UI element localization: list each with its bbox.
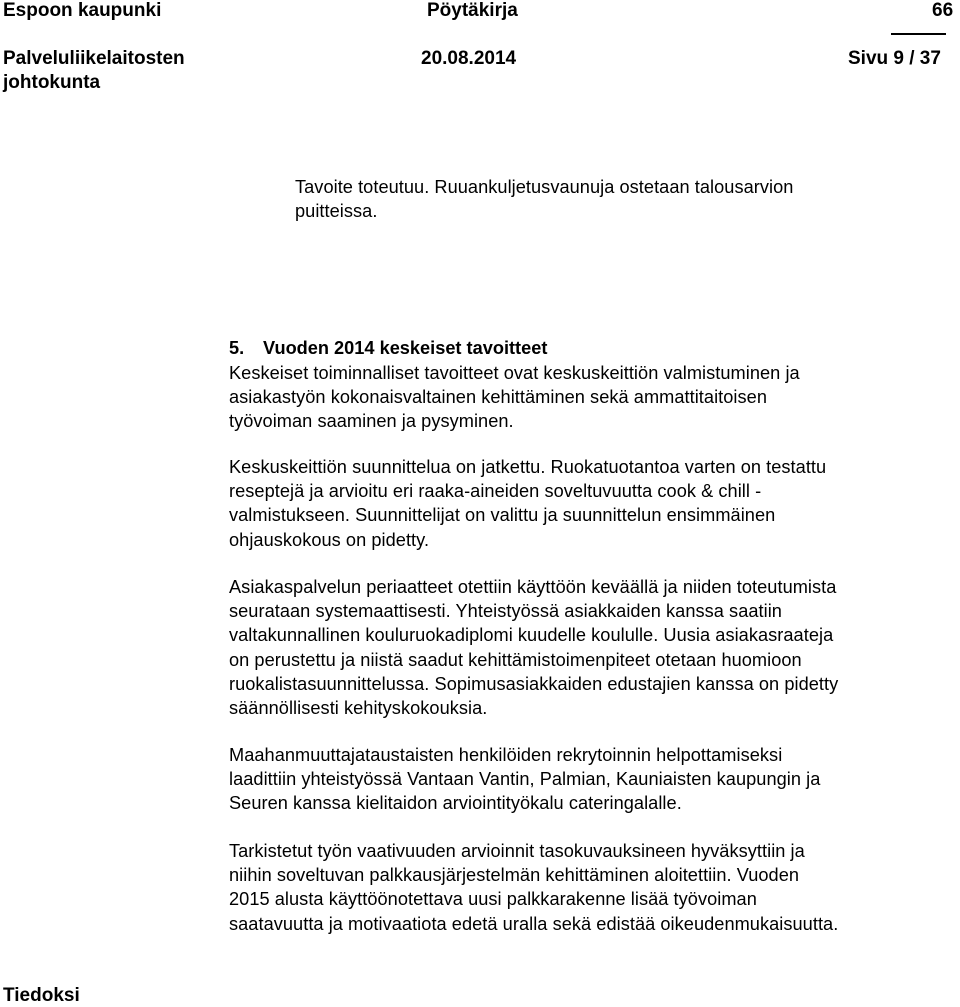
paragraph-recruitment: Maahanmuuttajataustaisten henkilöiden rekrytoinnin helpottamiseksi laadittiin yhteistyössä Vantaan Vantin, Palmian, Kauniaisten kaupungin ja Seuren kanssa kielitaidon arviointityökalu cateringalalle.	[229, 745, 821, 814]
paragraph-customer-service: Asiakaspalvelun periaatteet otettiin käyttöön keväällä ja niiden toteutumista seurataan systemaattisesti. Yhteistyössä asiakkaiden kanssa saatiin valtakunnallinen kouluruokadiplomi kuudelle koululle. Uusia asiakasraateja on perustettu ja niistä saadut kehittämistoimenpiteet otetaan huomioon ruokalistasuunnittelussa. Sopimusasiakkaiden edustajien kanssa on pidetty säännöllisesti kehityskokouksia.	[229, 577, 839, 719]
document-type: Pöytäkirja	[427, 0, 518, 21]
page-reference: 66	[932, 0, 954, 21]
intro-paragraph: Tavoite toteutuu. Ruuankuljetusvaunuja ostetaan talousarvion puitteissa.	[295, 177, 794, 222]
meeting-date: 20.08.2014	[421, 48, 517, 69]
page-reference-underline	[891, 33, 946, 35]
organization-line-1: Palveluliikelaitosten	[3, 48, 185, 69]
footer-label: Tiedoksi	[3, 985, 80, 1006]
page-number: Sivu 9 / 37	[848, 48, 941, 69]
paragraph-job-evaluation: Tarkistetut työn vaativuuden arvioinnit tasokuvauksineen hyväksyttiin ja niihin soveltuvan palkkausjärjestelmän kehittäminen aloitettiin. Vuoden 2015 alusta käyttöönotettava uusi palkkarakenne lisää työvoiman saatavuutta ja motivaatiota edetä uralla sekä edistää oikeudenmukaisuutta.	[229, 841, 839, 934]
paragraph-goals: Keskeiset toiminnalliset tavoitteet ovat keskuskeittiön valmistuminen ja asiakastyön kokonaisvaltainen kehittäminen sekä ammattitaitoisen työvoiman saaminen ja pysyminen.	[229, 363, 800, 432]
section-number: 5.	[229, 338, 245, 358]
paragraph-central-kitchen: Keskuskeittiön suunnittelua on jatkettu. Ruokatuotantoa varten on testattu reseptejä ja arvioitu eri raaka-aineiden soveltuvuutta cook & chill - valmistukseen. Suunnittelijat on valittu ja suunnittelun ensimmäinen ohjauskokous on pidetty.	[229, 457, 827, 550]
section-title: Vuoden 2014 keskeiset tavoitteet	[263, 338, 548, 358]
section-heading	[229, 336, 547, 360]
city-name: Espoon kaupunki	[3, 0, 162, 21]
organization-line-2: johtokunta	[3, 72, 101, 93]
